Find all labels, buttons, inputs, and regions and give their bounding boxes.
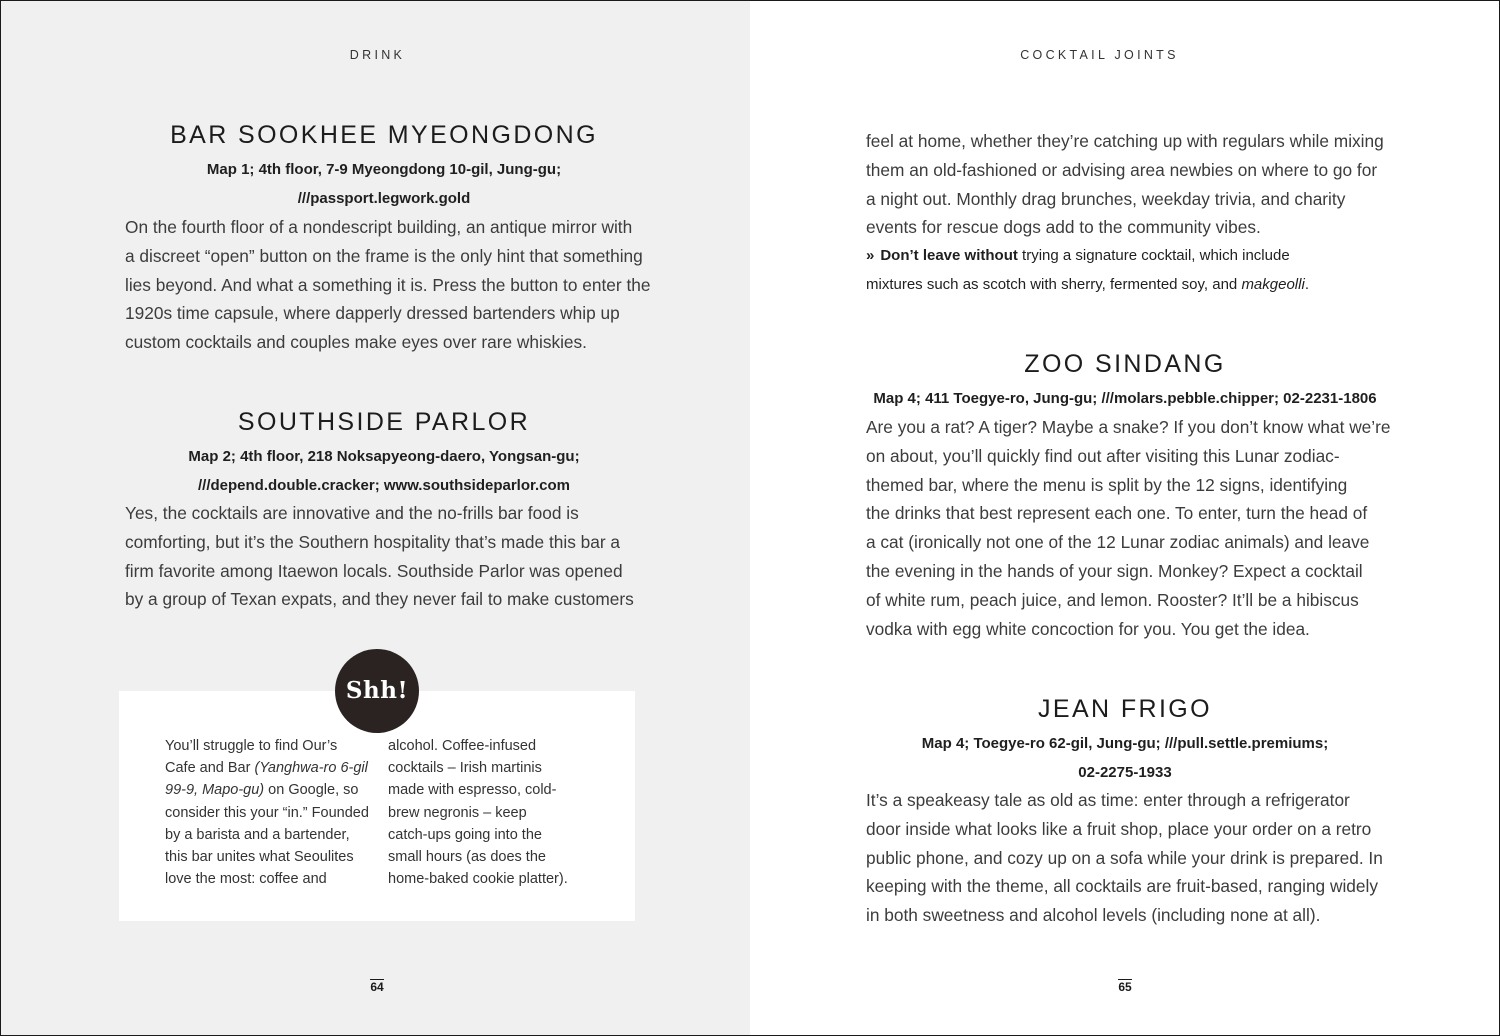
- body-line: firm favorite among Itaewon locals. Southside Parlor was opened: [125, 560, 623, 581]
- sidebar-line: small hours (as does the: [388, 848, 546, 865]
- page-number-left: [357, 980, 397, 994]
- meta-line: ///depend.double.cracker; www.southsideparlor.com: [197, 476, 571, 494]
- body-line: keeping with the theme, all cocktails are fruit-based, ranging widely: [866, 876, 1378, 897]
- dlw-text: .: [1304, 275, 1309, 293]
- dlw-text: trying a signature cocktail, which include: [1017, 247, 1290, 264]
- sidebar-address: (Yanghwa-ro 6-gil: [254, 760, 368, 777]
- body-line: the evening in the hands of your sign. Monkey? Expect a cocktail: [866, 560, 1363, 581]
- body-line: 1920s time capsule, where dapperly dressed bartenders whip up: [125, 303, 620, 324]
- sidebar-line: this bar unites what Seoulites: [165, 848, 354, 865]
- sidebar-column-2: [388, 735, 568, 890]
- body-line: feel at home, whether they’re catching up with regulars while mixing: [866, 131, 1384, 151]
- meta-line: Map 1; 4th floor, 7-9 Myeongdong 10-gil, Jung-gu;: [206, 161, 562, 178]
- sidebar-address: 99-9, Mapo-gu): [165, 782, 265, 799]
- right-page: [750, 0, 1500, 1036]
- entry-body-jean-frigo: [866, 786, 1383, 930]
- sidebar-text: Cafe and Bar: [165, 760, 255, 777]
- body-line: themed bar, where the menu is split by the 12 signs, identifying: [866, 474, 1348, 495]
- sidebar-line: catch-ups going into the: [388, 826, 542, 843]
- body-line: public phone, and cozy up on a sofa while your drink is prepared. In: [866, 847, 1383, 868]
- entry-title-zoo-sindang: ZOO SINDANG: [1024, 350, 1226, 378]
- dlw-line: [866, 271, 1309, 300]
- running-head-right: COCKTAIL JOINTS: [1020, 48, 1179, 62]
- entry-meta-zoo-sindang: [750, 385, 1500, 414]
- sidebar-line: [165, 757, 369, 779]
- body-line: by a group of Texan expats, and they never fail to make customers: [125, 589, 634, 610]
- page-number-text: 64: [370, 980, 384, 994]
- body-line: Are you a rat? A tiger? Maybe a snake? If you don’t know what we’re: [866, 417, 1391, 437]
- dlw-text: mixtures such as scotch with sherry, fermented soy, and: [866, 275, 1242, 293]
- continuation-body: [866, 127, 1384, 242]
- body-line: It’s a speakeasy tale as old as time: enter through a refrigerator: [866, 790, 1350, 810]
- entry-title-southside-parlor: SOUTHSIDE PARLOR: [237, 408, 531, 436]
- body-line: a discreet “open” button on the frame is the only hint that something: [125, 245, 643, 266]
- shh-badge: Shh!: [335, 649, 419, 733]
- body-line: custom cocktails and couples make eyes over rare whiskies.: [125, 332, 587, 353]
- body-line: door inside what looks like a fruit shop, place your order on a retro: [866, 818, 1372, 839]
- sidebar-line: home-baked cookie platter).: [388, 871, 568, 888]
- meta-line: Map 4; Toegye-ro 62-gil, Jung-gu; ///pull.settle.premiums;: [921, 735, 1329, 752]
- entry-body-zoo-sindang: [866, 413, 1391, 643]
- dlw-term: makgeolli: [1241, 275, 1305, 293]
- body-line: lies beyond. And what a something it is. Press the button to enter the: [125, 274, 651, 295]
- entry-meta-jean-frigo: [750, 730, 1500, 787]
- page-number-text: 65: [1118, 980, 1132, 994]
- body-line: of white rum, peach juice, and lemon. Rooster? It’ll be a hibiscus: [866, 589, 1359, 610]
- entry-meta-southside-parlor: [1, 443, 767, 500]
- body-line: comforting, but it’s the Southern hospitality that’s made this bar a: [125, 531, 621, 552]
- sidebar-line: cocktails – Irish martinis: [388, 760, 542, 777]
- sidebar-line: alcohol. Coffee-infused: [388, 738, 537, 754]
- meta-line: Map 4; 411 Toegye-ro, Jung-gu; ///molars.pebble.chipper; 02-2231-1806: [873, 390, 1377, 407]
- body-line: on about, you’ll quickly find out after visiting this Lunar zodiac-: [866, 445, 1340, 466]
- page-number-right: [1105, 980, 1145, 994]
- dont-leave-without: [866, 242, 1309, 299]
- body-line: vodka with egg white concoction for you. You get the idea.: [866, 618, 1310, 639]
- entry-meta-bar-sookhee: [1, 156, 767, 213]
- sidebar-column-1: [165, 735, 369, 890]
- body-line: events for rescue dogs add to the community vibes.: [866, 217, 1261, 238]
- sidebar-line: by a barista and a bartender,: [165, 826, 350, 843]
- body-line: a night out. Monthly drag brunches, weekday trivia, and charity: [866, 188, 1346, 209]
- entry-body-southside-parlor: [125, 499, 634, 614]
- sidebar-text: on Google, so: [264, 782, 359, 799]
- entry-title-jean-frigo: JEAN FRIGO: [1037, 695, 1212, 723]
- body-line: them an old-fashioned or advising area newbies on where to go for: [866, 159, 1378, 180]
- chevron-right-icon: »: [866, 247, 875, 264]
- sidebar-line: made with espresso, cold-: [388, 782, 557, 799]
- meta-line: Map 2; 4th floor, 218 Noksapyeong-daero, Yongsan-gu;: [188, 448, 580, 465]
- dlw-lead: Don’t leave without: [880, 247, 1018, 264]
- sidebar-line: love the most: coffee and: [165, 871, 327, 888]
- entry-title-bar-sookhee: BAR SOOKHEE MYEONGDONG: [170, 121, 598, 149]
- entry-body-bar-sookhee: [125, 213, 650, 357]
- sidebar-line: brew negronis – keep: [388, 804, 527, 821]
- sidebar-line: You’ll struggle to find Our’s: [165, 738, 338, 754]
- body-line: a cat (ironically not one of the 12 Lunar zodiac animals) and leave: [866, 532, 1370, 553]
- body-line: in both sweetness and alcohol levels (including none at all).: [866, 905, 1321, 926]
- body-line: the drinks that best represent each one. To enter, turn the head of: [866, 503, 1368, 524]
- dlw-line: [866, 242, 1309, 271]
- sidebar-line: [165, 779, 369, 801]
- running-head-left: DRINK: [349, 48, 406, 62]
- body-line: Yes, the cocktails are innovative and the no-frills bar food is: [125, 503, 579, 523]
- sidebar-line: consider this your “in.” Founded: [165, 804, 369, 821]
- meta-line: 02-2275-1933: [1078, 763, 1172, 781]
- meta-line: ///passport.legwork.gold: [297, 189, 471, 207]
- body-line: On the fourth floor of a nondescript building, an antique mirror with: [125, 217, 633, 237]
